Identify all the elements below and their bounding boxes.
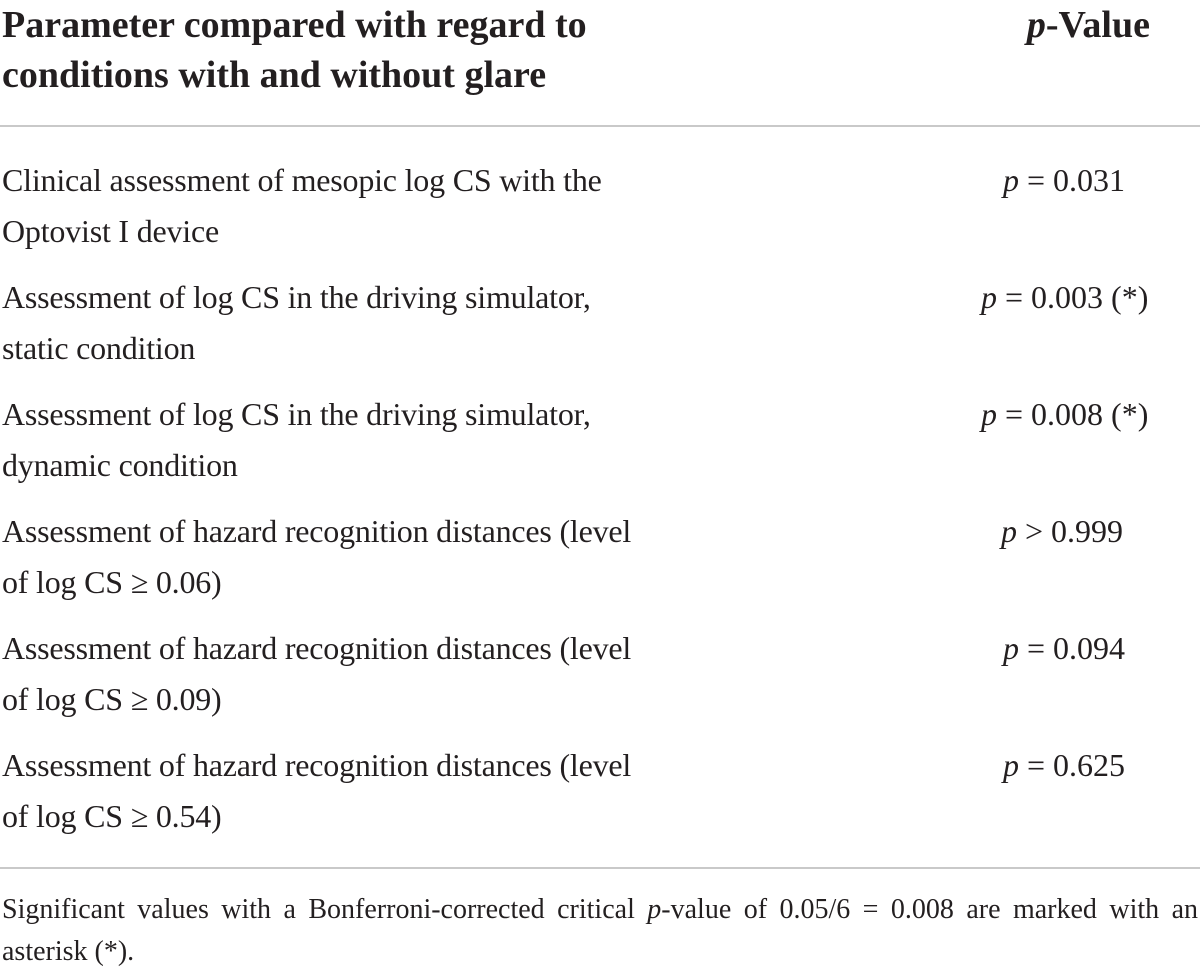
p-symbol: p [1003, 630, 1019, 666]
p-value: = 0.003 (*) [997, 279, 1149, 315]
header-pvalue [1027, 0, 1150, 50]
pvalue-cell [1003, 623, 1200, 674]
p-symbol: p [1003, 747, 1019, 783]
parameter-line2: of log CS ≥ 0.09) [2, 681, 222, 717]
parameter-line1: Assessment of hazard recognition distances (level [2, 513, 632, 549]
header-parameter-line1: Parameter compared with regard to [2, 4, 587, 46]
parameter-line2: Optovist I device [2, 213, 219, 249]
p-symbol: p [981, 279, 997, 315]
p-value: = 0.625 [1019, 747, 1126, 783]
parameter-cell [2, 155, 762, 257]
parameter-line1: Assessment of hazard recognition distances (level [2, 747, 632, 783]
p-value: = 0.008 (*) [997, 396, 1149, 432]
p-symbol: p [1001, 513, 1017, 549]
pvalue-cell [981, 272, 1200, 323]
footer-divider [0, 867, 1200, 869]
parameter-cell [2, 623, 762, 725]
footnote-text-part2: -value of 0.05/6 = 0.008 are marked with an asterisk (*). [2, 894, 1199, 967]
p-value: = 0.031 [1019, 162, 1126, 198]
table-body [0, 155, 1200, 857]
parameter-line1: Clinical assessment of mesopic log CS with the [2, 162, 602, 198]
pvalue-cell [1001, 506, 1200, 557]
pvalue-cell [1003, 740, 1200, 791]
table-row [0, 389, 1200, 506]
header-parameter [2, 0, 822, 100]
parameter-cell [2, 272, 762, 374]
parameter-cell [2, 506, 762, 608]
table-row [0, 272, 1200, 389]
table-row [0, 155, 1200, 272]
table-footnote [2, 889, 1198, 973]
parameter-line2: static condition [2, 330, 196, 366]
p-value: = 0.094 [1019, 630, 1126, 666]
p-value: > 0.999 [1017, 513, 1124, 549]
parameter-cell [2, 389, 762, 491]
table-row [0, 506, 1200, 623]
parameter-line1: Assessment of log CS in the driving simulator, [2, 279, 591, 315]
parameter-cell [2, 740, 762, 842]
parameter-line2: of log CS ≥ 0.06) [2, 564, 222, 600]
parameter-line2: dynamic condition [2, 447, 238, 483]
pvalue-cell [1003, 155, 1200, 206]
table-header [0, 0, 1200, 127]
header-pvalue-label: -Value [1045, 4, 1150, 46]
footnote-p-symbol: p [647, 894, 662, 925]
pvalue-cell [981, 389, 1200, 440]
table-row [0, 623, 1200, 740]
p-symbol: p [1003, 162, 1019, 198]
table-row [0, 740, 1200, 857]
p-symbol: p [981, 396, 997, 432]
parameter-line1: Assessment of log CS in the driving simulator, [2, 396, 591, 432]
header-pvalue-symbol: p [1026, 4, 1046, 46]
parameter-line1: Assessment of hazard recognition distances (level [2, 630, 632, 666]
footnote-text-part1: Significant values with a Bonferroni-corrected critical [2, 894, 648, 925]
parameter-line2: of log CS ≥ 0.54) [2, 798, 222, 834]
header-parameter-line2: conditions with and without glare [2, 54, 547, 96]
